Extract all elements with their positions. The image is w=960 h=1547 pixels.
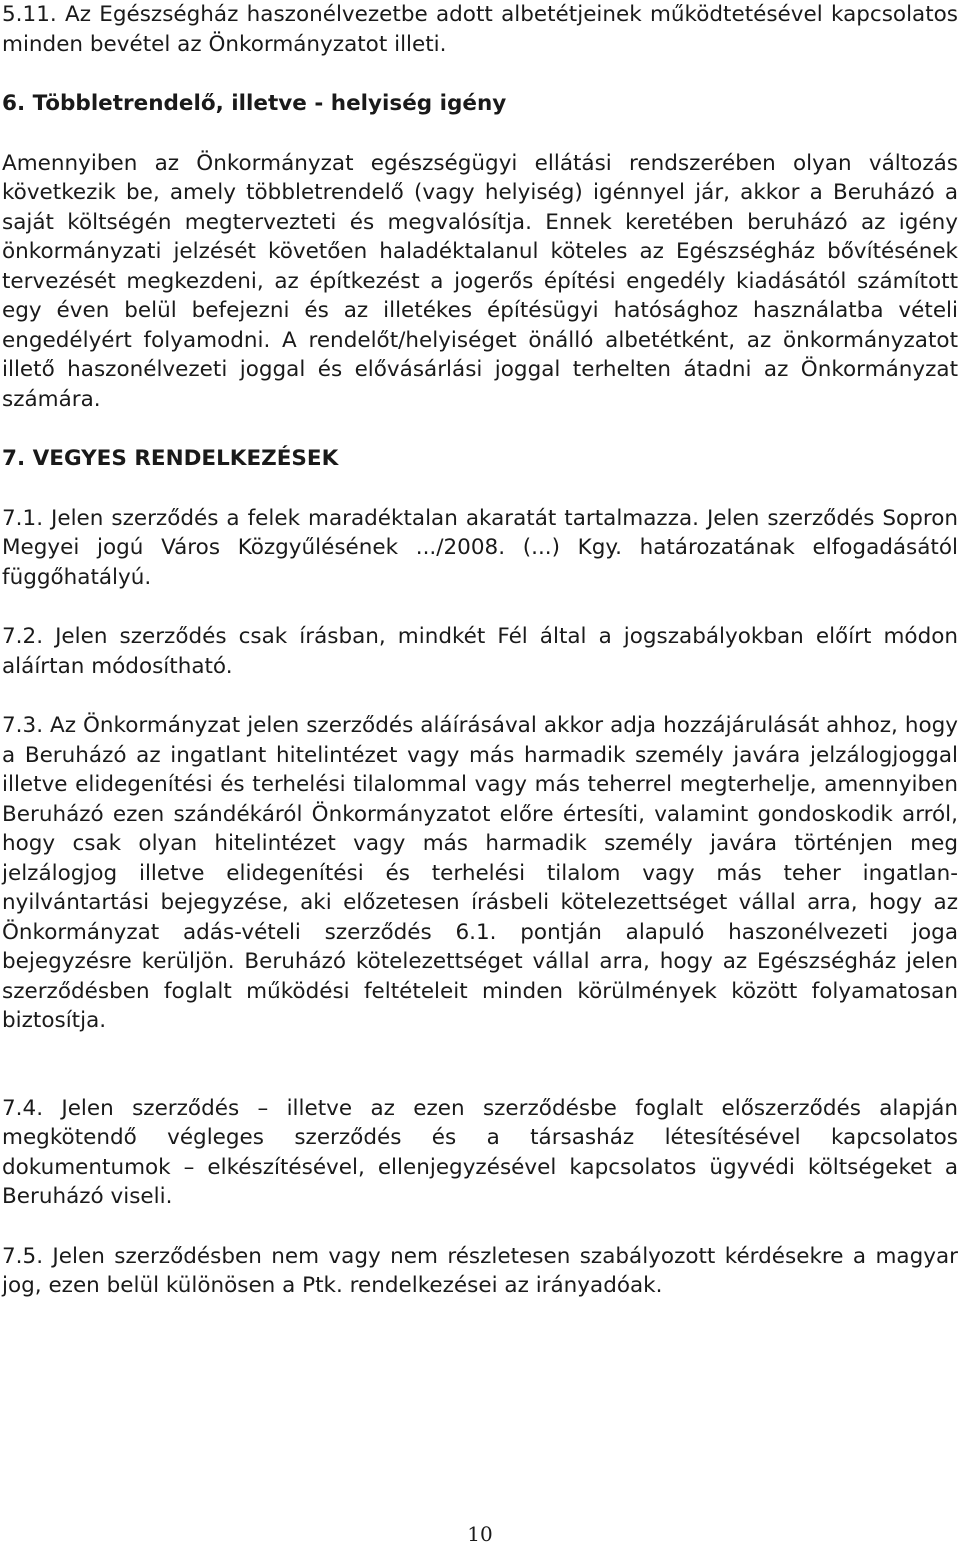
paragraph-7-4: 7.4. Jelen szerződés – illetve az ezen szerződésbe foglalt előszerződés alapján megkötendő végleges szerződés és a társasház létesítésével kapcsolatos dokumentumok – elkészítésével, ellenjegyzésével kapcsolatos ügyvédi költségeket a Beruházó viseli. (2, 1095, 958, 1209)
paragraph-5-11: 5.11. Az Egészségház haszonélvezetbe adott albetétjeinek működtetésével kapcsolatos minden bevétel az Önkormányzatot illeti. (2, 2, 958, 57)
section-heading-6: 6. Többletrendelő, illetve - helyiség igény (2, 91, 507, 116)
paragraph-6: Amennyiben az Önkormányzat egészségügyi ellátási rendszerében olyan változás következik be, amely többletrendelő (vagy helyiség) igénnyel jár, akkor a Beruházó a saját költségén megtervezteti és megvalósítja. Ennek keretében beruházó az igény önkormányzati jelzését követően haladéktalanul köteles az Egészségház bővítésének tervezését megkezdeni, az építkezést a jogerős építési engedély kiadásától számított egy éven belül befejezni és az illetékes építésügyi hatósághoz használatba vételi engedélyért folyamodni. A rendelőt/helyiséget önálló albetétként, az önkormányzatot illető haszonélvezeti joggal és elővásárlási joggal terhelten átadni az Önkormányzat számára. (2, 150, 958, 412)
paragraph-7-5: 7.5. Jelen szerződésben nem vagy nem részletesen szabályozott kérdésekre a magyar jog, ezen belül különösen a Ptk. rendelkezései az irányadóak. (2, 1243, 958, 1298)
page-number: 10 (467, 1522, 493, 1546)
paragraph-7-3: 7.3. Az Önkormányzat jelen szerződés aláírásával akkor adja hozzájárulását ahhoz, hogy a Beruházó az ingatlant hitelintézet vagy más harmadik személy javára jelzálogjoggal illetve elidegenítési és terhelési tilalommal vagy más teherrel megterhelje, amennyiben Beruházó ezen szándékáról Önkormányzatot előre értesíti, valamint gondoskodik arról, hogy csak olyan hitelintézet vagy más harmadik személy javára történjen meg jelzálogjog illetve elidegenítési és terhelési tilalom vagy más teher ingatlan-nyilvántartási bejegyzése, aki előzetesen írásbeli kötelezettséget vállal arra, hogy az Önkormányzat adás-vételi szerződés 6.1. pontján alapuló haszonélvezeti joga bejegyzésre kerüljön. Beruházó kötelezettséget vállal arra, hogy az Egészségház jelen szerződésben foglalt működési feltételeit minden körülmények között folyamatosan biztosítja. (2, 713, 958, 1033)
section-heading-7: 7. VEGYES RENDELKEZÉSEK (2, 446, 339, 471)
paragraph-7-1: 7.1. Jelen szerződés a felek maradéktalan akaratát tartalmazza. Jelen szerződés Sopron Megyei jogú Város Közgyűlésének .../2008. (...) Kgy. határozatának elfogadásától függőhatályú. (2, 505, 958, 590)
paragraph-7-2: 7.2. Jelen szerződés csak írásban, mindkét Fél által a jogszabályokban előírt módon aláírtan módosítható. (2, 624, 958, 679)
